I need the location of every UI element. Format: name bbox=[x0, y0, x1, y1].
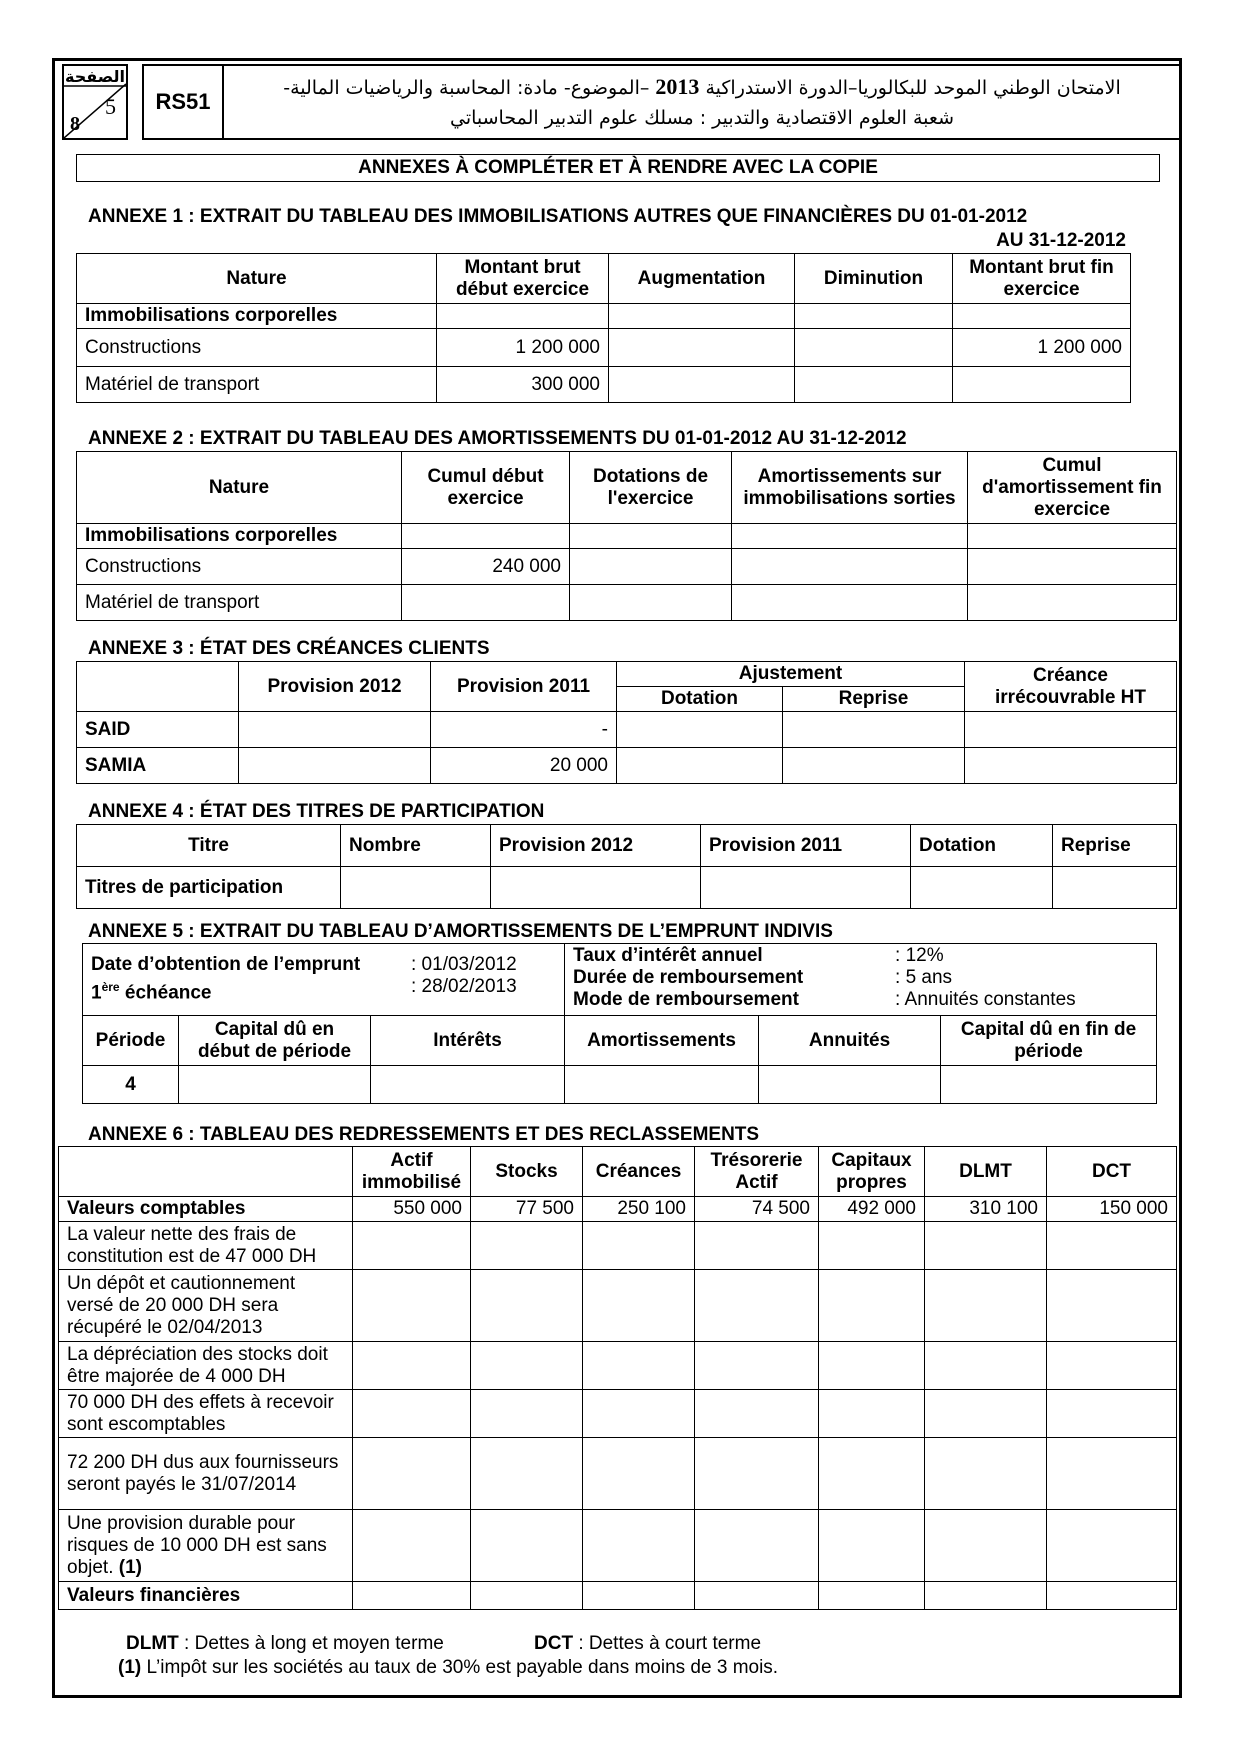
a2-row-nature: Constructions bbox=[77, 549, 402, 585]
a6-cell[interactable] bbox=[583, 1270, 695, 1342]
a6-item: La valeur nette des frais de constitution est de 47 000 DH bbox=[59, 1222, 353, 1270]
a6-item-text: Une provision durable pour risques de 10 000 DH est sans objet. bbox=[67, 1512, 327, 1578]
a5-date-label: Date d’obtention de l’emprunt bbox=[91, 954, 361, 976]
page-total: 8 bbox=[70, 113, 80, 135]
a6-item: 72 200 DH dus aux fournisseurs seront payés le 31/07/2014 bbox=[59, 1438, 353, 1510]
annexe5-table bbox=[82, 943, 1157, 1104]
a6-cell[interactable] bbox=[695, 1270, 819, 1342]
a1-cell[interactable] bbox=[609, 304, 795, 329]
a2-row-nature: Matériel de transport bbox=[77, 585, 402, 621]
a6-cell[interactable] bbox=[925, 1270, 1047, 1342]
a2-cell[interactable] bbox=[570, 549, 732, 585]
a5-duree-value: : 5 ans bbox=[895, 967, 953, 988]
a6-item-marker: (1) bbox=[118, 1556, 142, 1578]
a3-header-client bbox=[77, 662, 239, 712]
a6-cell[interactable] bbox=[819, 1270, 925, 1342]
a1-header-fin: Montant brut fin exercice bbox=[953, 254, 1131, 304]
a1-row-nature: Matériel de transport bbox=[77, 367, 437, 403]
a6-cell[interactable] bbox=[1047, 1582, 1177, 1610]
a1-row-debut: 1 200 000 bbox=[437, 329, 609, 367]
annexe2-title: ANNEXE 2 : EXTRAIT DU TABLEAU DES AMORTISSEMENTS DU 01-01-2012 AU 31-12-2012 bbox=[88, 428, 907, 449]
annexe4-title: ANNEXE 4 : ÉTAT DES TITRES DE PARTICIPATION bbox=[88, 801, 545, 822]
a6-cell[interactable] bbox=[471, 1438, 583, 1510]
a3-row-client: SAMIA bbox=[77, 748, 239, 784]
annexe6-table bbox=[58, 1146, 1177, 1610]
a6-vc-stocks: 77 500 bbox=[471, 1197, 583, 1222]
a5-echeance-value: : 28/02/2013 bbox=[411, 976, 517, 998]
a3-header-ajustement: Ajustement bbox=[617, 662, 965, 687]
exam-code: RS51 bbox=[142, 64, 224, 140]
a1-row-nature: Constructions bbox=[77, 329, 437, 367]
a6-cell[interactable] bbox=[819, 1582, 925, 1610]
a6-cell[interactable] bbox=[471, 1582, 583, 1610]
a2-header-dotations: Dotations de l'exercice bbox=[570, 452, 732, 524]
a6-cell[interactable] bbox=[471, 1510, 583, 1582]
annexe2-table bbox=[76, 451, 1177, 621]
a6-header-empty bbox=[59, 1147, 353, 1197]
a4-cell[interactable] bbox=[701, 867, 911, 909]
footnote-dct-text: : Dettes à court terme bbox=[573, 1633, 762, 1654]
a1-header-nature: Nature bbox=[77, 254, 437, 304]
a6-cell[interactable] bbox=[1047, 1222, 1177, 1270]
a6-cell[interactable] bbox=[353, 1582, 471, 1610]
a5-cell[interactable] bbox=[941, 1066, 1157, 1104]
a6-header-capitaux-propres: Capitaux propres bbox=[819, 1147, 925, 1197]
a3-cell[interactable] bbox=[239, 712, 431, 748]
a5-cell[interactable] bbox=[371, 1066, 565, 1104]
exam-title-line1 bbox=[224, 72, 1180, 103]
a6-cell[interactable] bbox=[583, 1342, 695, 1390]
a2-header-cumul-debut: Cumul début exercice bbox=[402, 452, 570, 524]
a6-cell[interactable] bbox=[819, 1510, 925, 1582]
a4-cell[interactable] bbox=[491, 867, 701, 909]
page-label: الصفحة bbox=[64, 67, 125, 86]
a6-cell[interactable] bbox=[695, 1222, 819, 1270]
a3-cell[interactable] bbox=[617, 712, 783, 748]
a6-cell[interactable] bbox=[695, 1582, 819, 1610]
a5-header-periode: Période bbox=[83, 1016, 179, 1066]
a5-header-amortissements: Amortissements bbox=[565, 1016, 759, 1066]
a6-cell[interactable] bbox=[925, 1342, 1047, 1390]
a1-row-augmentation[interactable] bbox=[609, 329, 795, 367]
a4-cell[interactable] bbox=[341, 867, 491, 909]
annexe1-table bbox=[76, 253, 1131, 403]
a2-cell[interactable] bbox=[968, 585, 1177, 621]
a6-cell[interactable] bbox=[819, 1390, 925, 1438]
a6-cell[interactable] bbox=[583, 1390, 695, 1438]
a6-cell[interactable] bbox=[695, 1510, 819, 1582]
annexe6-title: ANNEXE 6 : TABLEAU DES REDRESSEMENTS ET DES RECLASSEMENTS bbox=[88, 1124, 760, 1145]
footnote-dlmt-abbr: DLMT bbox=[126, 1633, 179, 1654]
a2-cell[interactable] bbox=[402, 524, 570, 549]
a6-cell[interactable] bbox=[695, 1438, 819, 1510]
a6-cell[interactable] bbox=[1047, 1438, 1177, 1510]
a2-header-nature: Nature bbox=[77, 452, 402, 524]
a6-cell[interactable] bbox=[471, 1270, 583, 1342]
exam-year: 2013 bbox=[655, 74, 700, 99]
page-number-box bbox=[62, 64, 128, 140]
a4-header-reprise: Reprise bbox=[1053, 825, 1177, 867]
footnote-note bbox=[118, 1657, 778, 1679]
page-number: 5 bbox=[105, 94, 116, 119]
a3-cell[interactable] bbox=[965, 748, 1177, 784]
annexe1-title-line2: AU 31-12-2012 bbox=[996, 230, 1126, 251]
a6-cell[interactable] bbox=[925, 1390, 1047, 1438]
a6-valeurs-financieres-label: Valeurs financières bbox=[59, 1582, 353, 1610]
a6-cell[interactable] bbox=[1047, 1510, 1177, 1582]
a6-cell[interactable] bbox=[583, 1222, 695, 1270]
a3-row-provision-2011: 20 000 bbox=[431, 748, 617, 784]
a3-header-provision-2011: Provision 2011 bbox=[431, 662, 617, 712]
a4-cell[interactable] bbox=[911, 867, 1053, 909]
a6-cell[interactable] bbox=[925, 1438, 1047, 1510]
a6-cell[interactable] bbox=[471, 1390, 583, 1438]
a2-header-cumul-fin: Cumul d'amortissement fin exercice bbox=[968, 452, 1177, 524]
a2-cell[interactable] bbox=[732, 549, 968, 585]
a6-header-dlmt: DLMT bbox=[925, 1147, 1047, 1197]
a6-cell[interactable] bbox=[353, 1390, 471, 1438]
a5-echeance-num: 1 bbox=[91, 982, 102, 1004]
a3-row-client: SAID bbox=[77, 712, 239, 748]
a6-cell[interactable] bbox=[353, 1342, 471, 1390]
a5-cell[interactable] bbox=[565, 1066, 759, 1104]
a5-taux-label: Taux d’intérêt annuel bbox=[573, 945, 763, 966]
a1-row-augmentation[interactable] bbox=[609, 367, 795, 403]
a6-item: Un dépôt et cautionnement versé de 20 000 DH sera récupéré le 02/04/2013 bbox=[59, 1270, 353, 1342]
a3-cell[interactable] bbox=[965, 712, 1177, 748]
a6-valeurs-comptables-label: Valeurs comptables bbox=[59, 1197, 353, 1222]
a2-cell[interactable] bbox=[570, 524, 732, 549]
a1-row-fin: 1 200 000 bbox=[953, 329, 1131, 367]
a6-cell[interactable] bbox=[583, 1582, 695, 1610]
a1-row-fin[interactable] bbox=[953, 367, 1131, 403]
a3-row-provision-2011: - bbox=[431, 712, 617, 748]
a1-row-diminution[interactable] bbox=[795, 367, 953, 403]
annexes-banner: ANNEXES À COMPLÉTER ET À RENDRE AVEC LA COPIE bbox=[76, 154, 1160, 182]
a4-header-nombre: Nombre bbox=[341, 825, 491, 867]
a6-vc-dlmt: 310 100 bbox=[925, 1197, 1047, 1222]
a1-cell[interactable] bbox=[795, 304, 953, 329]
a5-info-left bbox=[83, 944, 565, 1016]
footnote-dlmt bbox=[126, 1633, 444, 1655]
a6-cell[interactable] bbox=[353, 1222, 471, 1270]
a5-mode-value: : Annuités constantes bbox=[895, 989, 1076, 1010]
a5-header-interets: Intérêts bbox=[371, 1016, 565, 1066]
a6-item: La dépréciation des stocks doit être majorée de 4 000 DH bbox=[59, 1342, 353, 1390]
a6-cell[interactable] bbox=[925, 1582, 1047, 1610]
exam-title-line2: شعبة العلوم الاقتصادية والتدبير : مسلك علوم التدبير المحاسباتي bbox=[449, 107, 954, 129]
a2-cell[interactable] bbox=[968, 524, 1177, 549]
a1-row-diminution[interactable] bbox=[795, 329, 953, 367]
a5-mode-label: Mode de remboursement bbox=[573, 989, 799, 1010]
a1-header-debut: Montant brut début exercice bbox=[437, 254, 609, 304]
a6-item-last bbox=[59, 1510, 353, 1582]
annexe4-table bbox=[76, 824, 1177, 909]
a6-cell[interactable] bbox=[471, 1222, 583, 1270]
a2-cell[interactable] bbox=[570, 585, 732, 621]
a5-taux-value: : 12% bbox=[895, 945, 944, 966]
a6-cell[interactable] bbox=[1047, 1270, 1177, 1342]
a1-header-augmentation: Augmentation bbox=[609, 254, 795, 304]
a2-cell[interactable] bbox=[732, 585, 968, 621]
annexe1-title: ANNEXE 1 : EXTRAIT DU TABLEAU DES IMMOBILISATIONS AUTRES QUE FINANCIÈRES DU 01-01-2012 bbox=[88, 206, 1028, 227]
a1-row-debut: 300 000 bbox=[437, 367, 609, 403]
a2-header-amort-sorties: Amortissements sur immobilisations sorties bbox=[732, 452, 968, 524]
a3-header-dotation: Dotation bbox=[617, 687, 783, 712]
a3-header-creance: Créance irrécouvrable HT bbox=[965, 662, 1177, 712]
a3-header-reprise: Reprise bbox=[783, 687, 965, 712]
a5-echeance-sup: ère bbox=[101, 980, 120, 995]
a6-cell[interactable] bbox=[819, 1222, 925, 1270]
a5-date-value: : 01/03/2012 bbox=[411, 954, 517, 976]
a6-cell[interactable] bbox=[1047, 1390, 1177, 1438]
annexe5-title: ANNEXE 5 : EXTRAIT DU TABLEAU D’AMORTISSEMENTS DE L’EMPRUNT INDIVIS bbox=[88, 921, 833, 942]
a5-header-capital-fin: Capital dû en fin de période bbox=[941, 1016, 1157, 1066]
a4-header-dotation: Dotation bbox=[911, 825, 1053, 867]
a6-cell[interactable] bbox=[471, 1342, 583, 1390]
a5-cell[interactable] bbox=[759, 1066, 941, 1104]
a5-echeance-text: échéance bbox=[124, 982, 212, 1004]
a5-header-capital-debut: Capital dû en début de période bbox=[179, 1016, 371, 1066]
a6-header-dct: DCT bbox=[1047, 1147, 1177, 1197]
a6-cell[interactable] bbox=[925, 1510, 1047, 1582]
a5-info-right bbox=[565, 944, 1157, 1016]
a1-group: Immobilisations corporelles bbox=[77, 304, 437, 329]
a2-cell[interactable] bbox=[968, 549, 1177, 585]
footnote-dct bbox=[534, 1633, 761, 1655]
a6-vc-actif-immobilise: 550 000 bbox=[353, 1197, 471, 1222]
a4-row-label: Titres de participation bbox=[77, 867, 341, 909]
a5-header-annuites: Annuités bbox=[759, 1016, 941, 1066]
a5-duree-label: Durée de remboursement bbox=[573, 967, 804, 988]
a6-cell[interactable] bbox=[695, 1342, 819, 1390]
a3-cell[interactable] bbox=[783, 712, 965, 748]
title-line1-part-b: –الموضوع- مادة: المحاسبة والرياضيات المالية- bbox=[283, 77, 650, 99]
a3-cell[interactable] bbox=[783, 748, 965, 784]
a2-group: Immobilisations corporelles bbox=[77, 524, 402, 549]
a5-echeance-label bbox=[91, 976, 411, 1004]
a6-vc-tresorerie: 74 500 bbox=[695, 1197, 819, 1222]
a6-cell[interactable] bbox=[353, 1510, 471, 1582]
a4-header-titre: Titre bbox=[77, 825, 341, 867]
a5-period: 4 bbox=[83, 1066, 179, 1104]
a6-cell[interactable] bbox=[695, 1390, 819, 1438]
a3-cell[interactable] bbox=[617, 748, 783, 784]
a6-vc-dct: 150 000 bbox=[1047, 1197, 1177, 1222]
footnote-note-text: L’impôt sur les sociétés au taux de 30% est payable dans moins de 3 mois. bbox=[141, 1657, 779, 1678]
a6-cell[interactable] bbox=[819, 1438, 925, 1510]
a1-cell[interactable] bbox=[437, 304, 609, 329]
a6-cell[interactable] bbox=[353, 1270, 471, 1342]
a6-item: 70 000 DH des effets à recevoir sont escomptables bbox=[59, 1390, 353, 1438]
a2-row-cumul-debut[interactable] bbox=[402, 585, 570, 621]
a6-cell[interactable] bbox=[925, 1222, 1047, 1270]
a6-vc-capitaux: 492 000 bbox=[819, 1197, 925, 1222]
annexe3-title: ANNEXE 3 : ÉTAT DES CRÉANCES CLIENTS bbox=[88, 638, 490, 659]
a4-header-provision-2011: Provision 2011 bbox=[701, 825, 911, 867]
a6-header-stocks: Stocks bbox=[471, 1147, 583, 1197]
a2-row-cumul-debut: 240 000 bbox=[402, 549, 570, 585]
a6-vc-creances: 250 100 bbox=[583, 1197, 695, 1222]
a6-header-tresorerie-actif: Trésorerie Actif bbox=[695, 1147, 819, 1197]
a6-header-creances: Créances bbox=[583, 1147, 695, 1197]
a6-cell[interactable] bbox=[583, 1438, 695, 1510]
a6-cell[interactable] bbox=[353, 1438, 471, 1510]
a4-cell[interactable] bbox=[1053, 867, 1177, 909]
a3-cell[interactable] bbox=[239, 748, 431, 784]
a1-header-diminution: Diminution bbox=[795, 254, 953, 304]
a6-cell[interactable] bbox=[819, 1342, 925, 1390]
a6-cell[interactable] bbox=[1047, 1342, 1177, 1390]
a1-cell[interactable] bbox=[953, 304, 1131, 329]
footnote-dlmt-text: : Dettes à long et moyen terme bbox=[178, 1633, 444, 1654]
a2-cell[interactable] bbox=[732, 524, 968, 549]
annexe3-table bbox=[76, 661, 1177, 784]
a6-header-actif-immobilise: Actif immobilisé bbox=[353, 1147, 471, 1197]
footnote-note-marker: (1) bbox=[118, 1657, 142, 1678]
footnote-dct-abbr: DCT bbox=[534, 1633, 574, 1654]
exam-title bbox=[222, 64, 1182, 140]
a6-cell[interactable] bbox=[583, 1510, 695, 1582]
a5-cell[interactable] bbox=[179, 1066, 371, 1104]
a3-header-provision-2012: Provision 2012 bbox=[239, 662, 431, 712]
title-line1-part-a: الامتحان الوطني الموحد للبكالوريا–الدورة الاستدراكية bbox=[705, 77, 1121, 99]
a4-header-provision-2012: Provision 2012 bbox=[491, 825, 701, 867]
